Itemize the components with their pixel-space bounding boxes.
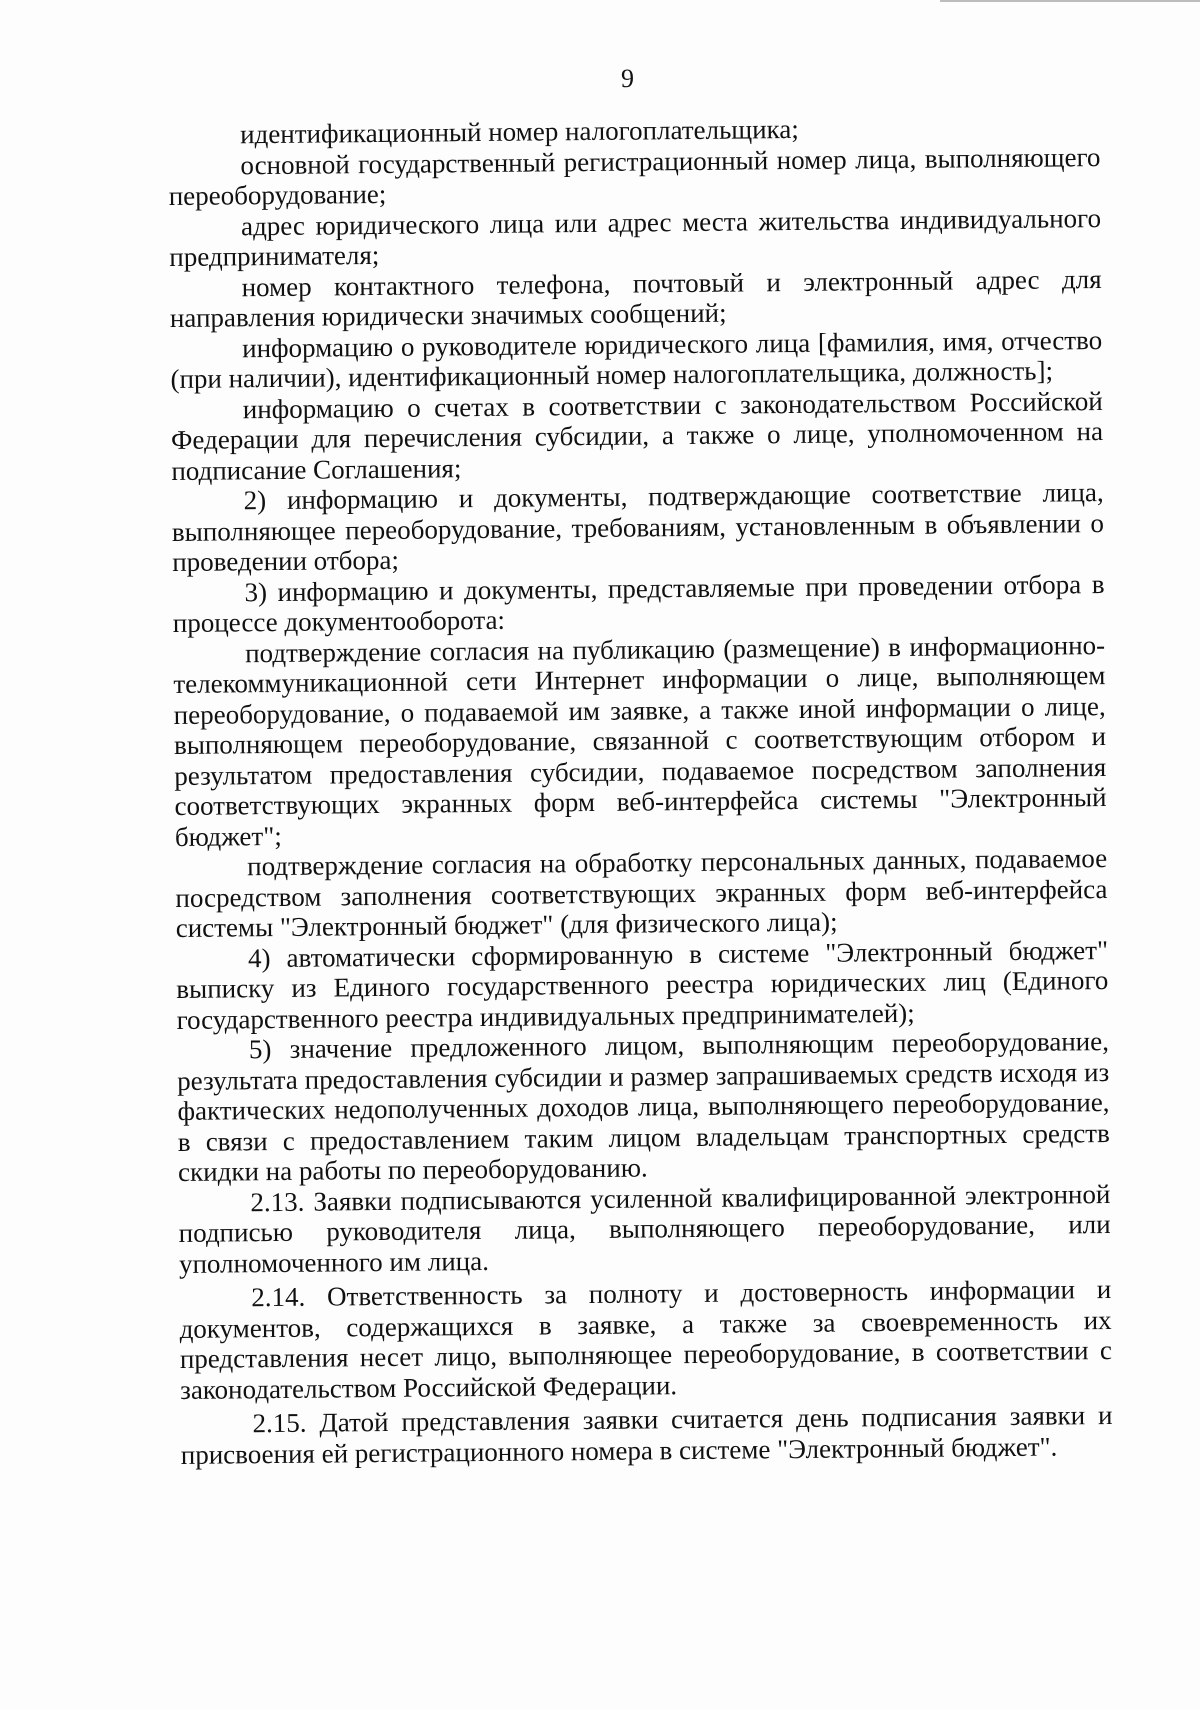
paragraph-inn: идентификационный номер налогоплательщика; — [239, 113, 799, 150]
paragraph-item-4: 4) автоматически сформированную в системе "Электронный бюджет" выписку из Единого государственного реестра юридических лиц (Единого государственного реестра индивидуальных предпринимателей); — [176, 934, 1109, 1035]
paragraph-publication-consent: подтверждение согласия на публикацию (размещение) в информационно-телекоммуникационной сети Интернет информации о лице, выполняющем переоборудование, о подаваемой им заявке, а также иной информации о лице, выполняющем переоборудование, связанной с соответствующим отбором и результатом предоставления субсидии, подаваемое посредством заполнения соответствующих экранных форм веб-интерфейса системы "Электронный бюджет"; — [173, 629, 1107, 852]
paragraph-accounts: информацию о счетах в соответствии с законодательством Российской Федерации для перечисления субсидии, а также о лице, уполномоченном на подписание Соглашения; — [170, 385, 1104, 486]
document-body — [168, 111, 1113, 1470]
paragraph-item-2: 2) информацию и документы, подтверждающие соответствие лица, выполняющее переоборудование, требованиям, установленным в объявлении о проведении отбора; — [171, 477, 1105, 577]
paragraph-ogrn: основной государственный регистрационный номер лица, выполняющего переоборудование; — [168, 141, 1101, 211]
paragraph-2-13: 2.13. Заявки подписываются усиленной квалифицированной электронной подписью руководителя лица, выполняющего переоборудование, или уполномоченного им лица. — [178, 1178, 1111, 1279]
paragraph-2-14: 2.14. Ответственность за полноту и достоверность информации и документов, содержащихся в заявке, а также за своевременность их представления несет лицо, выполняющее переоборудование, в соответствии с законодательством Российской Федерации. — [179, 1274, 1112, 1405]
paragraph-contacts: номер контактного телефона, почтовый и электронный адрес для направления юридически значимых сообщений; — [169, 263, 1102, 333]
scan-edge-line — [940, 0, 1200, 2]
paragraph-address: адрес юридического лица или адрес места жительства индивидуального предпринимателя; — [169, 202, 1102, 272]
paragraph-item-3: 3) информацию и документы, представляемые при проведении отбора в процессе документооборота: — [172, 568, 1105, 638]
page-number: 9 — [621, 64, 634, 93]
paragraph-personal-data-consent: подтверждение согласия на обработку персональных данных, подаваемое посредством заполнения соответствующих экранных форм веб-интерфейса системы "Электронный бюджет" (для физического лица); — [175, 843, 1108, 943]
paragraph-head-info: информацию о руководителе юридического лица [фамилия, имя, отчество (при наличии), идентификационный номер налогоплательщика, должность]; — [170, 324, 1103, 394]
paragraph-item-5: 5) значение предложенного лицом, выполняющим переоборудование, результата предоставления субсидии и размер запрашиваемых средств исходя из фактических недополученных доходов лица, выполняющего переоборудование, в связи с предоставлением таким лицом владельцам транспортных средств скидки на работы по переоборудованию. — [177, 1026, 1110, 1187]
paragraph-2-15: 2.15. Датой представления заявки считается день подписания заявки и присвоения ей регистрационного номера в системе "Электронный бюджет". — [180, 1399, 1113, 1470]
